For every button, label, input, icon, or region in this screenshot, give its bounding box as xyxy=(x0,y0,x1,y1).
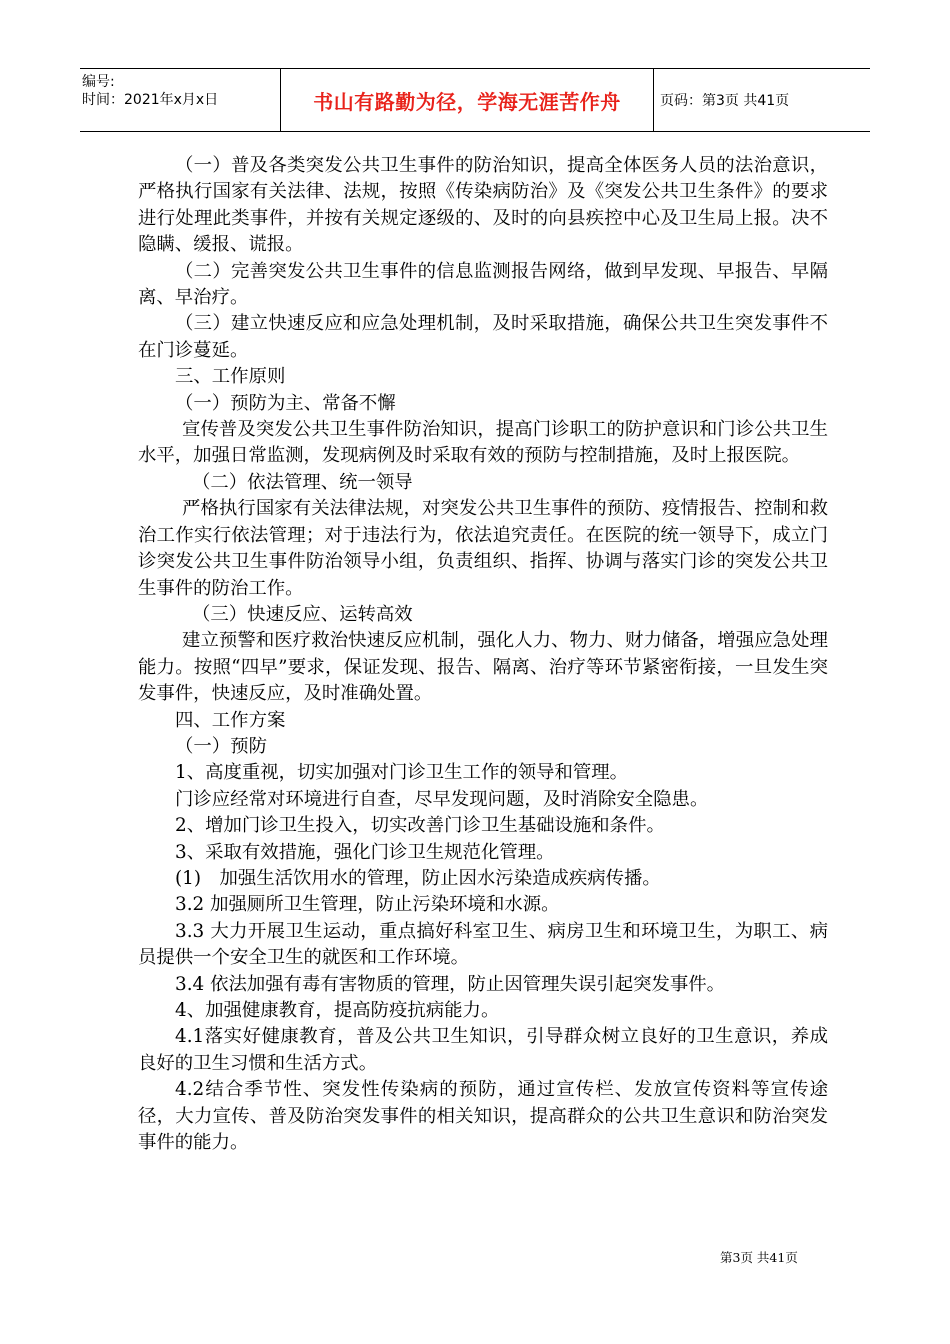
header-page-number: 页码：第3页 共41页 xyxy=(660,93,790,109)
list-item: 4.1落实好健康教育，普及公共卫生知识，引导群众树立良好的卫生意识，养成良好的卫生习惯和生活方式。 xyxy=(138,1026,828,1074)
paragraph: 严格执行国家有关法律法规，对突发公共卫生事件的预防、疫情报告、控制和救治工作实行依法管理；对于违法行为，依法追究责任。在医院的统一领导下，成立门诊突发公共卫生事件防治领导小组，负责组织、指挥、协调与落实门诊的突发公共卫生事件的防治工作。 xyxy=(138,498,828,599)
paragraph: （三）建立快速反应和应急处理机制，及时采取措施，确保公共卫生突发事件不在门诊蔓延。 xyxy=(138,313,828,361)
list-item: 4、加强健康教育，提高防疫抗病能力。 xyxy=(175,1000,500,1021)
document-date-label: 时间：2021年x月x日 xyxy=(82,92,219,108)
paragraph: （二）完善突发公共卫生事件的信息监测报告网络，做到早发现、早报告、早隔离、早治疗。 xyxy=(138,260,828,309)
list-item: 3、采取有效措施，强化门诊卫生规范化管理。 xyxy=(175,841,555,863)
list-item: 3.4 依法加强有毒有害物质的管理，防止因管理失误引起突发事件。 xyxy=(175,973,726,995)
page-footer-number: 第3页 共41页 xyxy=(720,1250,798,1265)
list-item: (1) 加强生活饮用水的管理，防止因水污染造成疾病传播。 xyxy=(175,867,661,889)
document-number-label: 编号: xyxy=(82,74,115,90)
subsection-heading: （一）预防 xyxy=(175,735,267,757)
page-header xyxy=(80,68,870,132)
list-item: 3.2 加强厕所卫生管理，防止污染环境和水源。 xyxy=(175,894,560,916)
list-item: 4.2结合季节性、突发性传染病的预防，通过宣传栏、发放宣传资料等宣传途径，大力宣传、普及防治突发事件的相关知识，提高群众的公共卫生意识和防治突发事件的能力。 xyxy=(138,1079,828,1154)
paragraph: 门诊应经常对环境进行自查，尽早发现问题，及时消除安全隐患。 xyxy=(175,788,709,810)
subsection-heading: （一）预防为主、常备不懈 xyxy=(175,392,396,414)
list-item: 2、增加门诊卫生投入，切实改善门诊卫生基础设施和条件。 xyxy=(175,815,665,837)
header-meta xyxy=(80,69,281,131)
section-heading: 四、工作方案 xyxy=(175,709,286,731)
section-heading: 三、工作原则 xyxy=(175,366,286,388)
paragraph: 建立预警和医疗救治快速反应机制，强化人力、物力、财力储备，增强应急处理能力。按照“四早”要求，保证发现、报告、隔离、治疗等环节紧密衔接，一旦发生突发事件，快速反应，及时准确处置。 xyxy=(138,630,828,705)
subsection-heading: （三）快速反应、运转高效 xyxy=(192,603,413,625)
paragraph: （一）普及各类突发公共卫生事件的防治知识，提高全体医务人员的法治意识，严格执行国家有关法律、法规，按照《传染病防治》及《突发公共卫生条件》的要求进行处理此类事件，并按有关规定逐级的、及时的向县疾控中心及卫生局上报。决不隐瞒、缓报、谎报。 xyxy=(138,155,828,256)
subsection-heading: （二）依法管理、统一领导 xyxy=(192,471,413,493)
paragraph: 宣传普及突发公共卫生事件防治知识，提高门诊职工的防护意识和门诊公共卫生水平，加强日常监测，发现病例及时采取有效的预防与控制措施，及时上报医院。 xyxy=(138,419,828,467)
list-item: 1、高度重视，切实加强对门诊卫生工作的领导和管理。 xyxy=(175,762,629,784)
header-motto: 书山有路勤为径，学海无涯苦作舟 xyxy=(281,69,654,131)
document-body xyxy=(138,153,828,1156)
list-item: 3.3 大力开展卫生运动，重点搞好科室卫生、病房卫生和环境卫生，为职工、病员提供一个安全卫生的就医和工作环境。 xyxy=(138,920,828,969)
